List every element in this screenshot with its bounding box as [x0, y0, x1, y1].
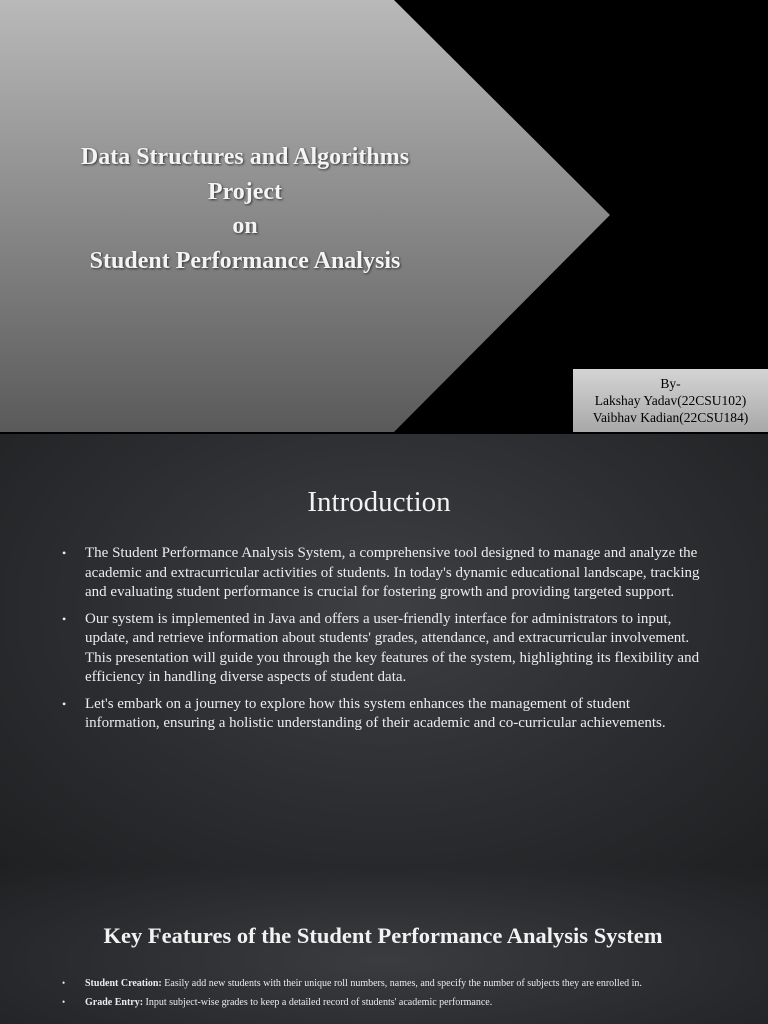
- author-name: Lakshay Yadav(22CSU102): [594, 393, 747, 408]
- bullet-list: [62, 977, 712, 1015]
- authors-by-label: By-: [660, 376, 681, 391]
- bullet-icon: •: [62, 696, 67, 711]
- bullet-text: Our system is implemented in Java and offers a user-friendly interface for administrators to input, update, and retrieve information about students' grades, attendance, and extracurricular involvement. This presentation will guide you through the key features of the system, highlighting its flexibility and efficiency in handling diverse aspects of student data.: [85, 610, 700, 685]
- bullet-icon: •: [62, 978, 66, 988]
- slide-title: [20, 140, 470, 278]
- title-line: on: [232, 213, 258, 239]
- introduction-slide: [0, 434, 768, 868]
- title-line: Student Performance Analysis: [89, 247, 401, 274]
- title-line: Project: [207, 178, 283, 205]
- title-line: Data Structures and Algorithms: [80, 144, 410, 170]
- feature-text: Input subject-wise grades to keep a detailed record of students' academic performance.: [143, 997, 493, 1008]
- bullet-text: Let's embark on a journey to explore how this system enhances the management of student information, ensuring a holistic understanding of their academic and co-curricular achievements.: [85, 695, 666, 731]
- bullet-list: [62, 544, 702, 741]
- list-item: [62, 977, 712, 990]
- bullet-icon: •: [62, 997, 66, 1007]
- title-slide: [0, 0, 768, 432]
- list-item: [62, 996, 712, 1009]
- feature-text: Easily add new students with their unique roll numbers, names, and specify the number of subjects they are enrolled in.: [161, 978, 642, 989]
- authors-box: [573, 369, 768, 432]
- feature-term: Student Creation:: [85, 978, 162, 989]
- key-features-slide: [0, 866, 768, 1024]
- slide-heading: Key Features of the Student Performance Analysis System: [103, 923, 663, 948]
- list-item: [62, 544, 702, 603]
- list-item: [62, 695, 702, 734]
- feature-term: Grade Entry:: [85, 997, 144, 1008]
- slide-heading: Introduction: [307, 486, 451, 518]
- author-name: Vaibhav Kadian(22CSU184): [592, 410, 749, 425]
- bullet-icon: •: [62, 611, 67, 626]
- bullet-icon: •: [62, 546, 67, 560]
- list-item: [62, 610, 702, 688]
- bullet-text: The Student Performance Analysis System, a comprehensive tool designed to manage and analyze the academic and extracurricular activities of students. In today's dynamic educational landscape, tracking and evaluating student performance is crucial for fostering growth and providing targeted support.: [85, 545, 700, 600]
